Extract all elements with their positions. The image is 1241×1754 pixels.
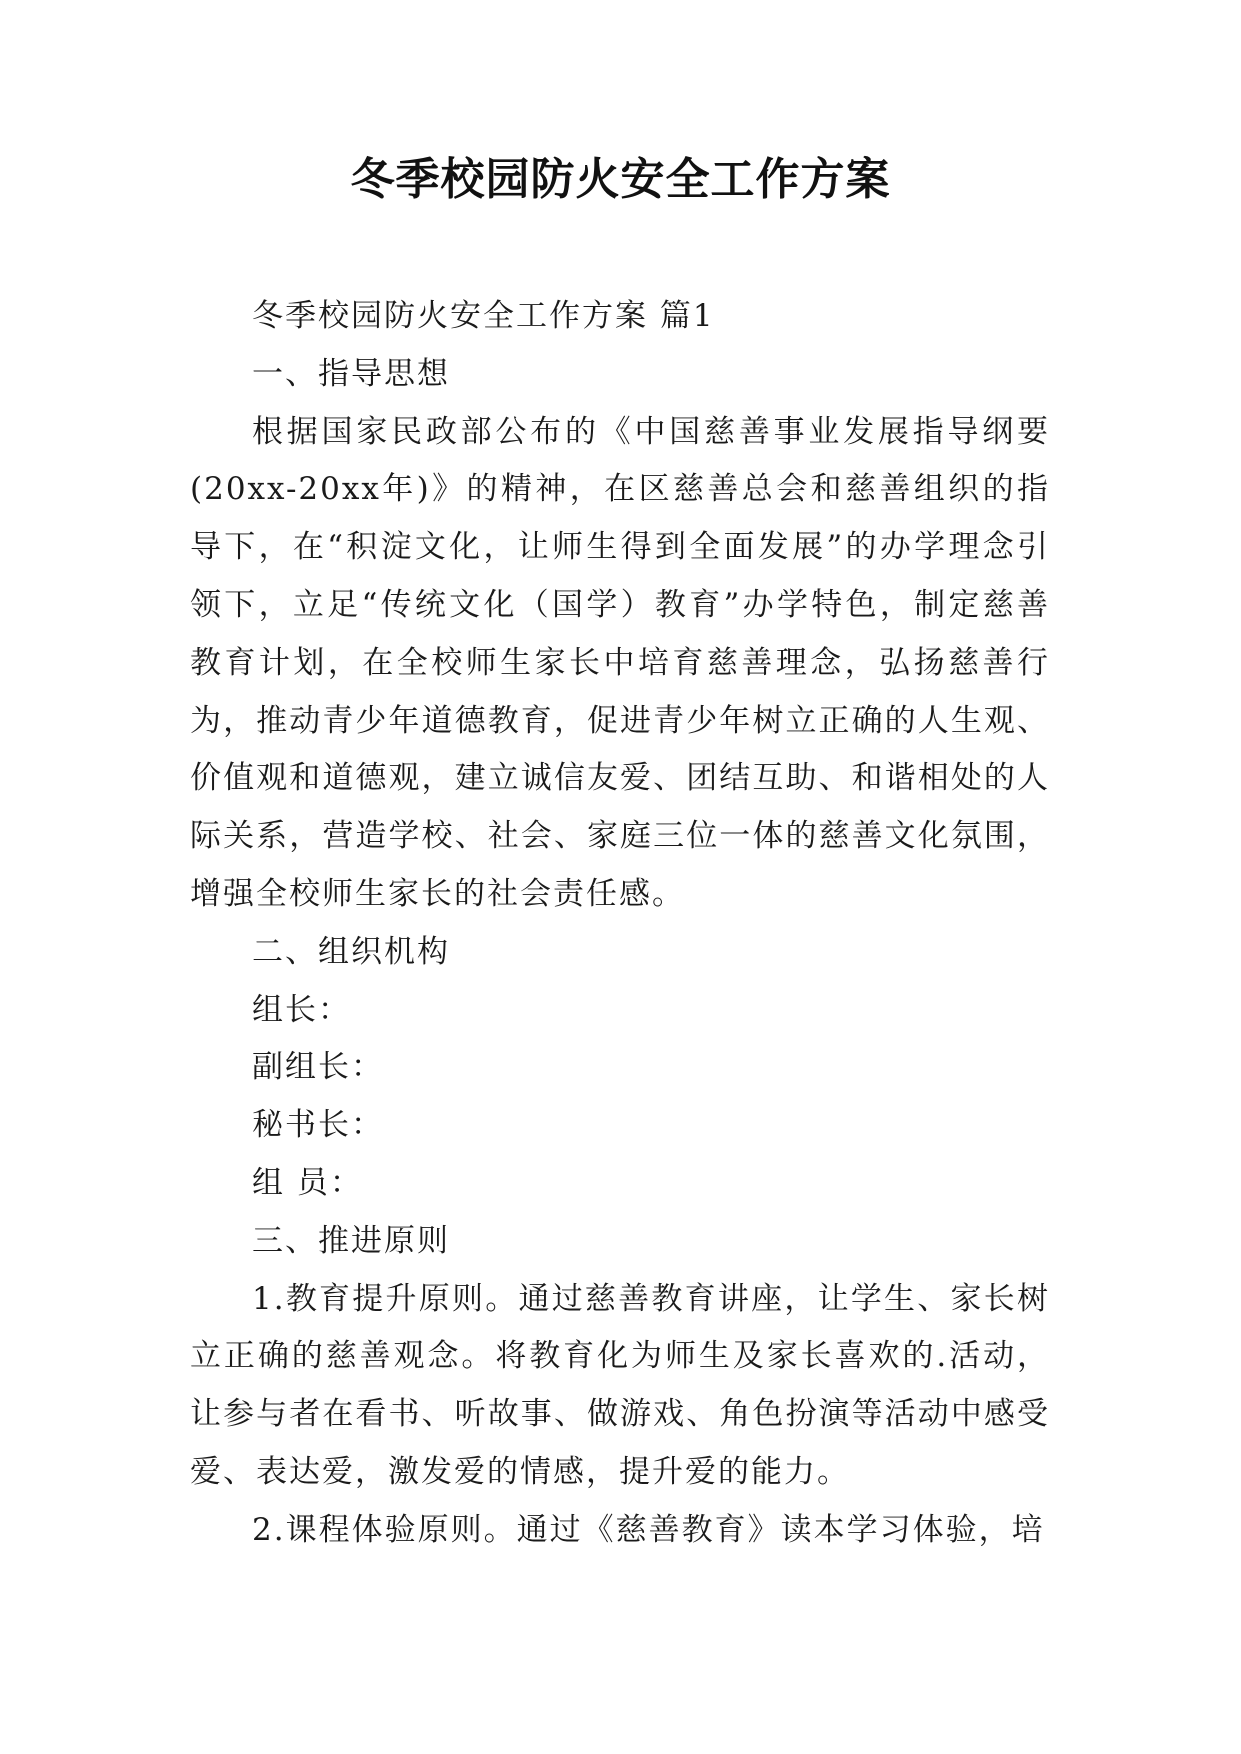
document-title: 冬季校园防火安全工作方案 [350,154,891,205]
heading-organization: 二、组织机构 [252,933,450,970]
heading-principles: 三、推进原则 [252,1222,450,1259]
section-heading-part1: 冬季校园防火安全工作方案 篇1 [252,298,715,334]
line-secretary-general: 秘书长： [252,1107,384,1144]
document-body [190,288,1050,1560]
line-deputy-leader: 副组长： [252,1049,384,1086]
heading-guiding-ideology: 一、指导思想 [252,355,450,392]
line-group-leader: 组长： [252,991,351,1028]
paragraph-principle-2: 2.课程体验原则。通过《慈善教育》读本学习体验，培 [252,1511,1045,1548]
line-members: 组 员： [252,1164,363,1201]
paragraph-guiding-ideology: 根据国家民政部公布的《中国慈善事业发展指导纲要(20xx-20xx年)》的精神，在区慈善总会和慈善组织的指导下，在“积淀文化，让师生得到全面发展”的办学理念引领下，立足“传统文化（国学）教育”办学特色，制定慈善教育计划，在全校师生家长中培育慈善理念，弘扬慈善行为，推动青少年道德教育，促进青少年树立正确的人生观、价值观和道德观，建立诚信友爱、团结互助、和谐相处的人际关系，营造学校、社会、家庭三位一体的慈善文化氛围，增强全校师生家长的社会责任感。 [190,413,1050,912]
paragraph-principle-1: 1.教育提升原则。通过慈善教育讲座，让学生、家长树立正确的慈善观念。将教育化为师生及家长喜欢的.活动，让参与者在看书、听故事、做游戏、角色扮演等活动中感受爱、表达爱，激发爱的情感，提升爱的能力。 [190,1280,1050,1490]
